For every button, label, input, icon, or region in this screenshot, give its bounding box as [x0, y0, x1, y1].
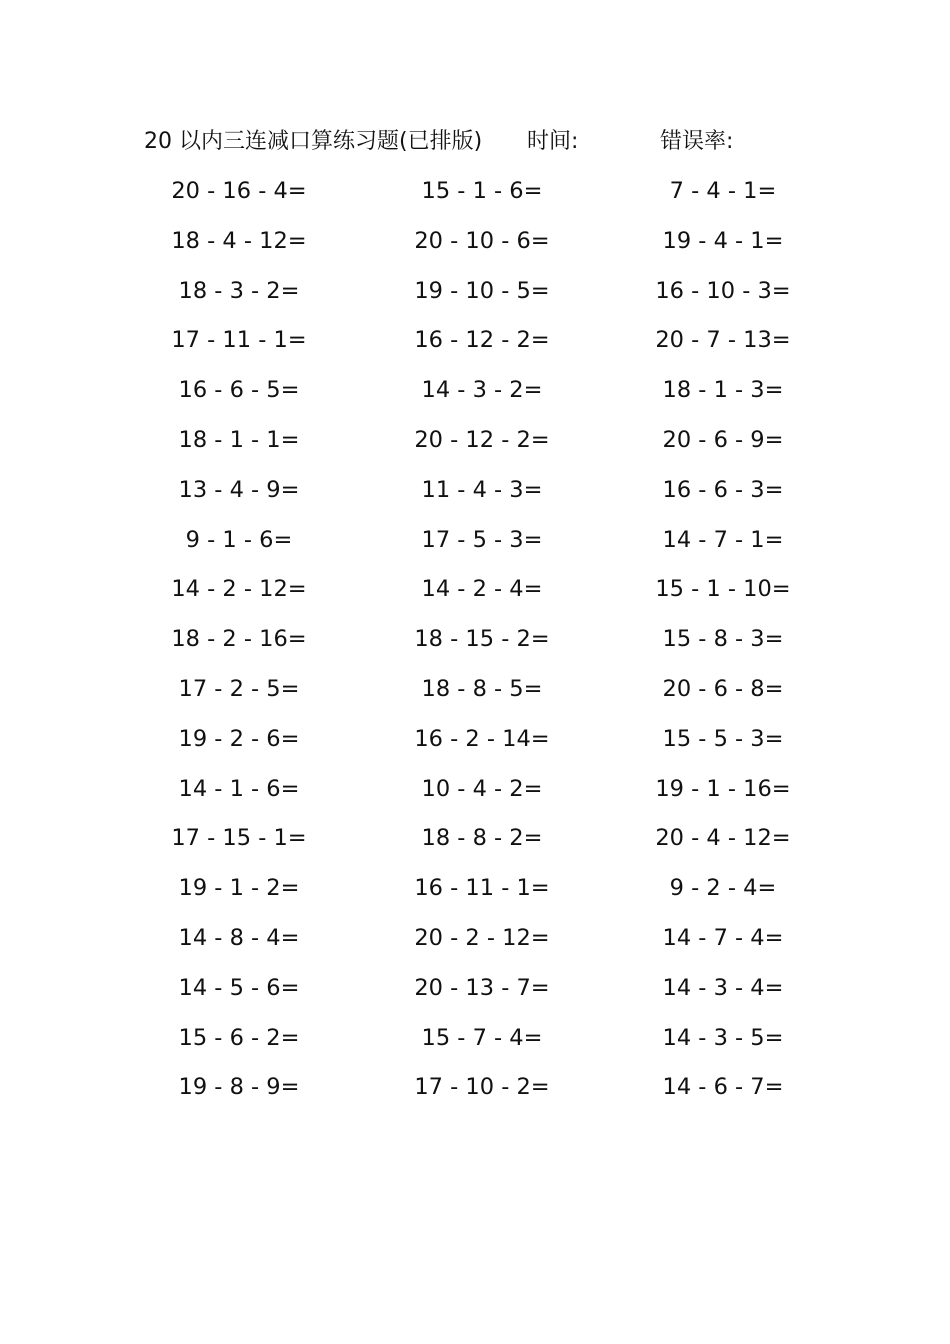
math-problem: 15 - 1 - 6= — [421, 178, 543, 204]
math-problem: 16 - 11 - 1= — [414, 875, 550, 902]
math-problem: 17 - 11 - 1= — [171, 327, 307, 354]
math-problem: 16 - 10 - 3= — [655, 277, 791, 304]
math-problem: 13 - 4 - 9= — [178, 476, 300, 503]
math-problem: 9 - 2 - 4= — [669, 875, 777, 902]
math-problem: 18 - 8 - 5= — [421, 675, 543, 702]
time-label: 时间: — [527, 129, 579, 154]
math-problem: 14 - 3 - 2= — [421, 377, 543, 404]
math-problem: 19 - 1 - 2= — [178, 875, 300, 902]
math-problem: 17 - 10 - 2= — [414, 1074, 550, 1101]
math-problem: 14 - 7 - 1= — [662, 526, 784, 553]
math-problem: 19 - 1 - 16= — [655, 775, 791, 802]
math-problem: 14 - 2 - 12= — [171, 576, 307, 603]
math-problem: 14 - 6 - 7= — [662, 1074, 784, 1101]
math-problem: 14 - 1 - 6= — [178, 775, 300, 802]
math-problem: 17 - 2 - 5= — [178, 675, 300, 702]
math-problem: 19 - 8 - 9= — [178, 1074, 300, 1101]
error-rate-label: 错误率: — [660, 129, 734, 154]
math-problem: 15 - 8 - 3= — [662, 626, 784, 653]
math-problem: 16 - 12 - 2= — [414, 327, 550, 354]
worksheet-header — [0, 124, 950, 160]
math-problem: 20 - 10 - 6= — [414, 227, 550, 254]
problem-grid — [120, 170, 840, 1116]
math-problem: 18 - 1 - 3= — [662, 377, 784, 404]
math-problem: 18 - 2 - 16= — [171, 626, 307, 653]
math-problem: 17 - 15 - 1= — [171, 825, 307, 852]
math-problem: 15 - 7 - 4= — [421, 1024, 543, 1051]
math-problem: 16 - 6 - 3= — [662, 476, 784, 503]
math-problem: 18 - 3 - 2= — [178, 277, 300, 304]
math-problem: 20 - 13 - 7= — [414, 974, 550, 1001]
math-problem: 19 - 10 - 5= — [414, 277, 550, 304]
math-problem: 16 - 6 - 5= — [178, 377, 300, 404]
math-problem: 11 - 4 - 3= — [421, 476, 543, 503]
math-problem: 14 - 3 - 4= — [662, 974, 784, 1001]
math-problem: 18 - 8 - 2= — [421, 825, 543, 852]
math-problem: 7 - 4 - 1= — [669, 178, 777, 204]
math-problem: 20 - 6 - 9= — [662, 426, 784, 453]
math-problem: 18 - 15 - 2= — [414, 626, 550, 653]
math-problem: 16 - 2 - 14= — [414, 725, 550, 752]
math-problem: 18 - 1 - 1= — [178, 426, 300, 453]
math-problem: 15 - 6 - 2= — [178, 1024, 300, 1051]
math-problem: 14 - 7 - 4= — [662, 924, 784, 951]
math-problem: 9 - 1 - 6= — [185, 526, 293, 553]
math-problem: 14 - 8 - 4= — [178, 924, 300, 951]
math-problem: 19 - 2 - 6= — [178, 725, 300, 752]
worksheet-title: 20 以内三连减口算练习题(已排版) — [144, 129, 483, 154]
math-problem: 20 - 6 - 8= — [662, 675, 784, 702]
math-problem: 19 - 4 - 1= — [662, 227, 784, 254]
math-problem: 18 - 4 - 12= — [171, 227, 307, 254]
math-problem: 20 - 4 - 12= — [655, 825, 791, 852]
math-problem: 15 - 1 - 10= — [655, 576, 791, 603]
math-problem: 10 - 4 - 2= — [421, 775, 543, 802]
math-problem: 20 - 16 - 4= — [171, 178, 307, 204]
math-problem: 20 - 2 - 12= — [414, 924, 550, 951]
math-problem: 20 - 12 - 2= — [414, 426, 550, 453]
math-problem: 14 - 2 - 4= — [421, 576, 543, 603]
math-problem: 14 - 3 - 5= — [662, 1024, 784, 1051]
math-problem: 20 - 7 - 13= — [655, 327, 791, 354]
math-problem: 14 - 5 - 6= — [178, 974, 300, 1001]
math-problem: 17 - 5 - 3= — [421, 526, 543, 553]
math-problem: 15 - 5 - 3= — [662, 725, 784, 752]
